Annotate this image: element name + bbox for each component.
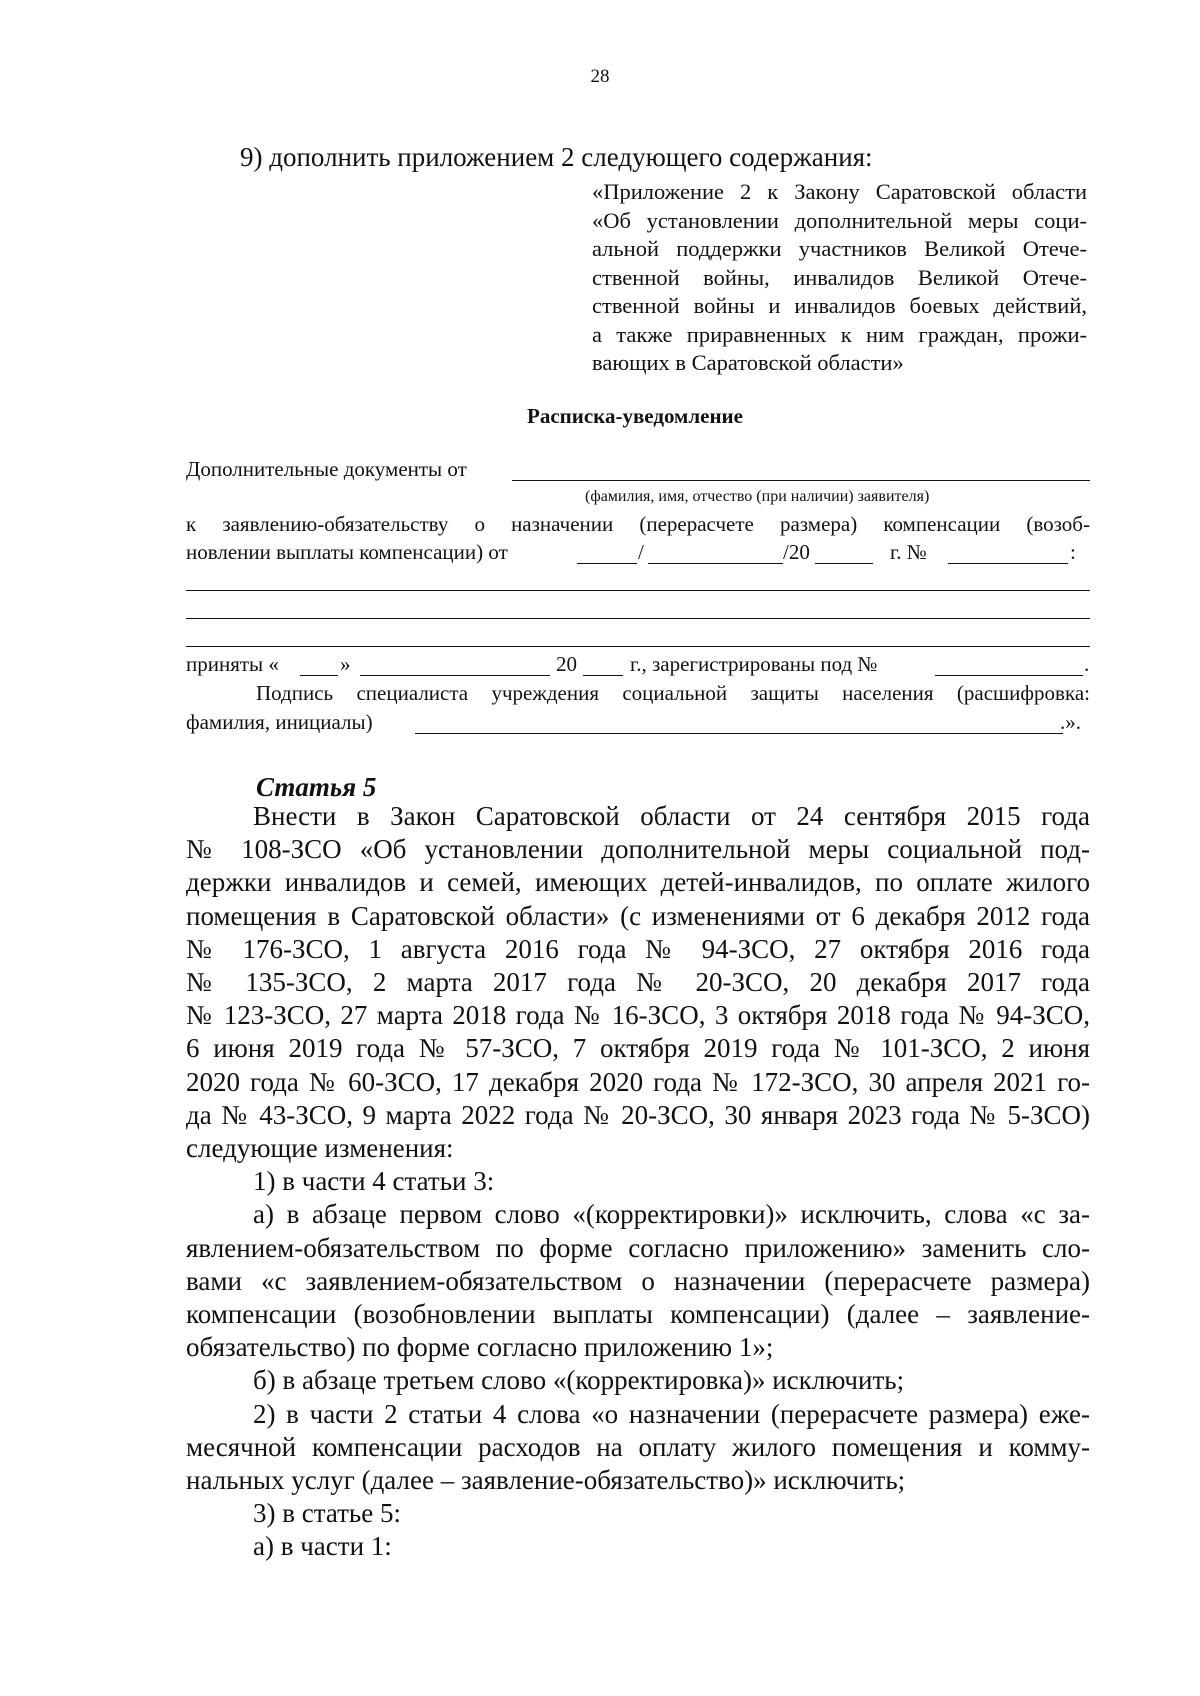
body-line: явлением-обязательством по форме согласно приложению» заменить сло-	[186, 1232, 1090, 1263]
documents-list-line	[186, 590, 1090, 591]
appendix-line: ственной войны и инвалидов боевых действий,	[592, 293, 1087, 318]
appendix-line: «Приложение 2 к Закону Саратовской области	[592, 179, 1087, 204]
applicant-name-blank	[512, 480, 1090, 481]
body-line: держки инвалидов и семей, имеющих детей-инвалидов, по оплате жилого	[186, 867, 1090, 898]
fio-hint: (фамилия, имя, отчество (при наличии) заявителя)	[585, 488, 930, 505]
date-day-blank	[577, 563, 637, 564]
body-line: № 176-ЗСО, 1 августа 2016 года № 94-ЗСО, 27 октября 2016 года	[186, 933, 1090, 964]
period: .	[1084, 652, 1090, 676]
date-year-blank	[815, 563, 873, 564]
accepted-year-blank	[583, 675, 623, 676]
body-line: нальных услуг (далее – заявление-обязательство)» исключить;	[186, 1465, 906, 1496]
body-line: 3) в статье 5:	[253, 1498, 401, 1529]
accepted-day-blank	[300, 675, 338, 676]
page-number: 28	[590, 66, 610, 87]
accepted-label: приняты «	[186, 652, 279, 676]
signature-blank	[415, 733, 1063, 734]
statement-line: новлении выплаты компенсации) от	[186, 540, 508, 564]
date-slash: /	[638, 540, 644, 564]
body-line: месячной компенсации расходов на оплату жилого помещения и комму-	[186, 1431, 1090, 1462]
date-month-blank	[648, 563, 783, 564]
appendix-line: вающих в Саратовской области»	[592, 350, 904, 375]
registration-number-blank	[935, 675, 1083, 676]
body-line: Внести в Закон Саратовской области от 24 сентября 2015 года	[253, 801, 1090, 831]
body-line: № 135-ЗСО, 2 марта 2017 года № 20-ЗСО, 20 декабря 2017 года	[186, 967, 1090, 998]
article-body	[186, 800, 1090, 1564]
appendix-line: ственной войны, инвалидов Великой Отече-	[592, 264, 1087, 290]
date-year-prefix: /20	[783, 540, 810, 564]
form-title: Расписка-уведомление	[527, 404, 743, 428]
docs-label: Дополнительные документы от	[186, 457, 467, 481]
article-title: Статья 5	[256, 772, 377, 802]
end-quote: .».	[1060, 710, 1081, 734]
body-line: обязательство) по форме согласно приложению 1»;	[186, 1332, 774, 1363]
appendix-heading	[592, 178, 1087, 378]
signature-line: фамилия, инициалы)	[186, 710, 373, 734]
documents-list-line	[186, 618, 1090, 619]
body-line: № 123-ЗСО, 27 марта 2018 года № 16-ЗСО, 3 октября 2018 года № 94-ЗСО,	[186, 1000, 1090, 1031]
colon: :	[1070, 540, 1076, 564]
body-line: помещения в Саратовской области» (с изменениями от 6 декабря 2012 года	[186, 900, 1090, 931]
year-prefix: 20	[556, 652, 577, 676]
body-line: следующие изменения:	[186, 1133, 454, 1164]
accepted-month-blank	[360, 675, 550, 676]
statement-line: к заявлению-обязательству о назначении (перерасчете размера) компенсации (возоб-	[186, 512, 1090, 536]
registered-label: г., зарегистрированы под №	[630, 652, 878, 676]
body-line: б) в абзаце третьем слово «(корректировка)» исключить;	[253, 1365, 905, 1396]
body-line: 1) в части 4 статьи 3:	[253, 1166, 495, 1197]
intro-paragraph: 9) дополнить приложением 2 следующего содержания:	[240, 142, 873, 172]
quote-close: »	[340, 652, 351, 676]
body-line: 2) в части 2 статьи 4 слова «о назначении (перерасчете размера) еже-	[253, 1398, 1090, 1429]
body-line: компенсации (возобновлении выплаты компенсации) (далее – заявление-	[186, 1299, 1090, 1330]
body-line: а) в части 1:	[253, 1531, 392, 1562]
appendix-line: «Об установлении дополнительной меры соци-	[592, 207, 1087, 233]
body-line: № 108-ЗСО «Об установлении дополнительной меры социальной под-	[186, 834, 1090, 865]
body-line: 6 июня 2019 года № 57-ЗСО, 7 октября 2019 года № 101-ЗСО, 2 июня	[186, 1033, 1090, 1064]
body-line: а) в абзаце первом слово «(корректировки)» исключить, слова «с за-	[253, 1199, 1090, 1230]
appendix-line: альной поддержки участников Великой Отече-	[592, 236, 1087, 261]
body-line: 2020 года № 60-ЗСО, 17 декабря 2020 года № 172-ЗСО, 30 апреля 2021 го-	[186, 1066, 1090, 1097]
documents-list-line	[186, 646, 1090, 647]
number-label: г. №	[890, 540, 927, 564]
body-line: да № 43-ЗСО, 9 марта 2022 года № 20-ЗСО, 30 января 2023 года № 5-ЗСО)	[186, 1099, 1090, 1130]
signature-line: Подпись специалиста учреждения социальной защиты населения (расшифровка:	[256, 681, 1090, 705]
body-line: вами «с заявлением-обязательством о назначении (перерасчете размера)	[186, 1265, 1090, 1296]
number-blank	[948, 563, 1068, 564]
appendix-line: а также приравненных к ним граждан, прожи-	[592, 321, 1087, 347]
